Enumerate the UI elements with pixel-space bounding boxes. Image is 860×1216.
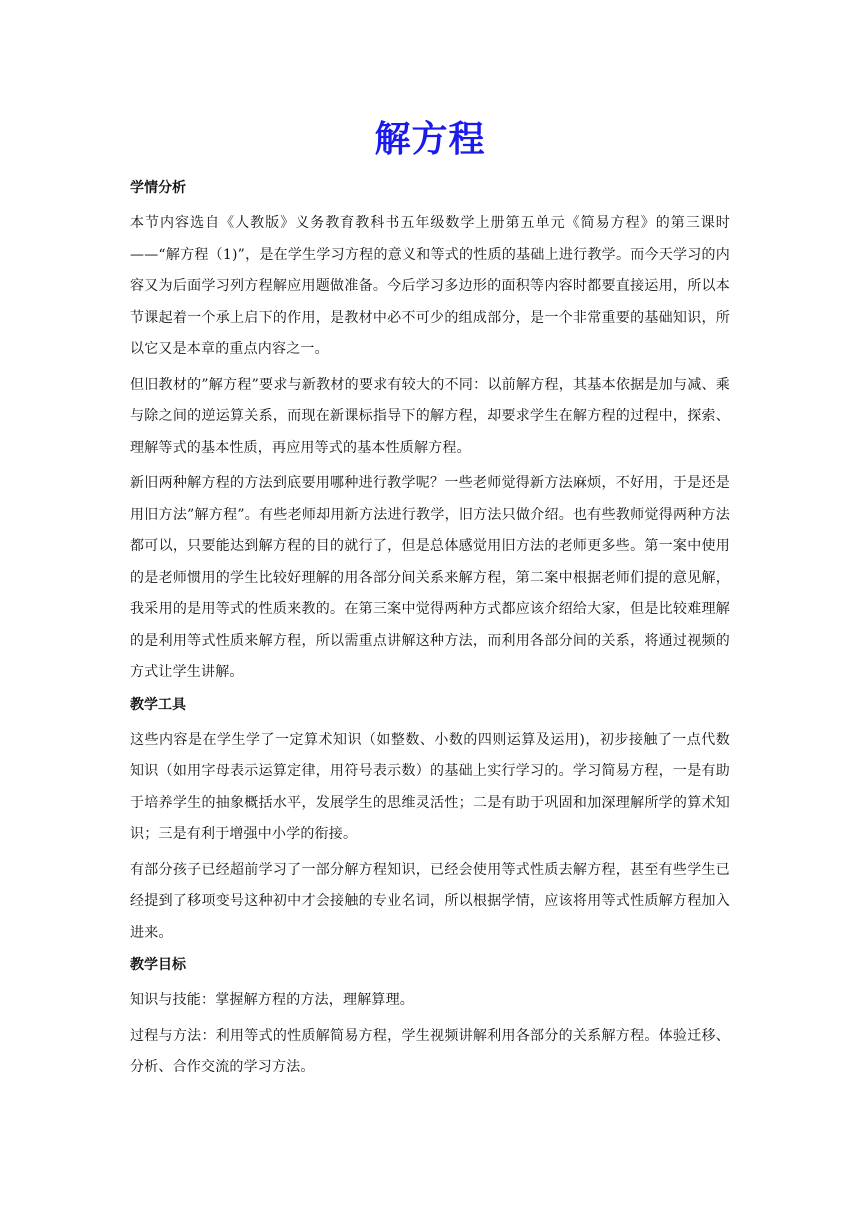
analysis-paragraph-2: 但旧教材的”解方程”要求与新教材的要求有较大的不同：以前解方程，其基本依据是加与减、乘与除之间的逆运算关系，而现在新课标指导下的解方程，却要求学生在解方程的过程中，探索、理解等式的基本性质，再应用等式的基本性质解方程。: [130, 376, 730, 456]
document-title: 解方程: [374, 119, 486, 160]
goals-paragraph-2: 过程与方法：利用等式的性质解简易方程，学生视频讲解利用各部分的关系解方程。体验迁移、分析、合作交流的学习方法。: [130, 1027, 730, 1075]
tools-paragraph-1: 这些内容是在学生学了一定算术知识（如整数、小数的四则运算及运用)，初步接触了一点代数知识（如用字母表示运算定律，用符号表示数）的基础上实行学习的。学习简易方程，一是有助于培养学生的抽象概括水平，发展学生的思维灵活性；二是有助于巩固和加深理解所学的算术知识；三是有利于增强中小学的衔接。: [130, 731, 730, 842]
analysis-paragraph-3: 新旧两种解方程的方法到底要用哪种进行教学呢？一些老师觉得新方法麻烦，不好用，于是还是用旧方法”解方程”。有些老师却用新方法进行教学，旧方法只做介绍。也有些教师觉得两种方法都可以，只要能达到解方程的目的就行了，但是总体感觉用旧方法的老师更多些。第一案中使用的是老师惯用的学生比较好理解的用各部分间关系来解方程，第二案中根据老师们提的意见解，我采用的是用等式的性质来教的。在第三案中觉得两种方式都应该介绍给大家，但是比较难理解的是利用等式性质来解方程，所以需重点讲解这种方法，而利用各部分间的关系，将通过视频的方式让学生讲解。: [130, 475, 730, 680]
tools-paragraph-2: 有部分孩子已经超前学习了一部分解方程知识，已经会使用等式性质去解方程，甚至有些学生已经提到了移项变号这种初中才会接触的专业名词，所以根据学情，应该将用等式性质解方程加入进来。: [130, 861, 730, 941]
section-heading-goals: 教学目标: [130, 957, 186, 973]
analysis-paragraph-1: 本节内容选自《人教版》义务教育教科书五年级数学上册第五单元《简易方程》的第三课时——“解方程（1)”，是在学生学习方程的意义和等式的性质的基础上进行教学。而今天学习的内容又为后面学习列方程解应用题做准备。今后学习多边形的面积等内容时都要直接运用，所以本节课起着一个承上启下的作用，是教材中必不可少的组成部分，是一个非常重要的基础知识，所以它又是本章的重点内容之一。: [130, 215, 730, 357]
section-heading-analysis: 学情分析: [130, 180, 186, 196]
section-heading-tools: 教学工具: [130, 696, 186, 713]
document-body: [130, 176, 730, 1088]
goals-paragraph-1: 知识与技能：掌握解方程的方法，理解算理。: [130, 992, 414, 1008]
